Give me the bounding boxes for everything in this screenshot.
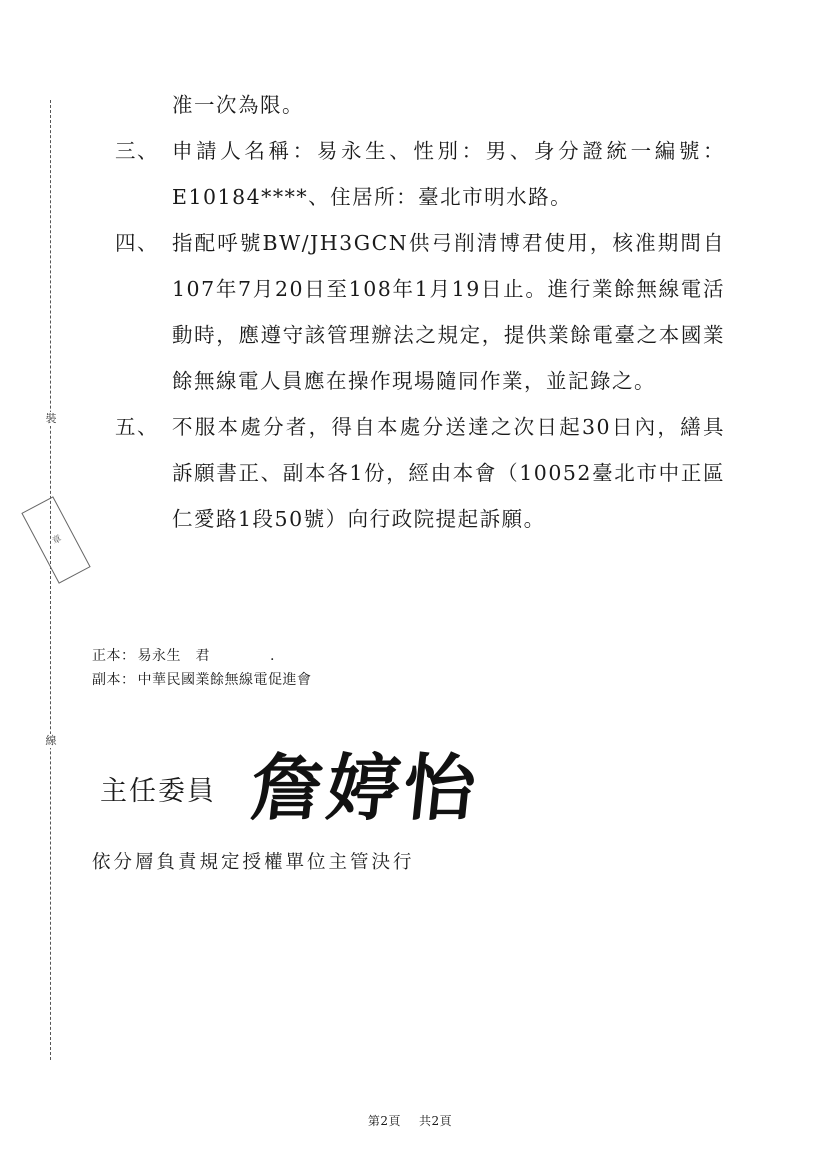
copy-recipient [92,668,312,692]
list-item [115,128,725,220]
original-recipient: 正本： 易永生 君 . [92,648,275,664]
copy-label: 副本： [92,672,136,688]
document-body [115,82,725,542]
page-number: 第2頁 [367,1114,401,1128]
item-number: 四、 [115,231,159,255]
item-text: 不服本處分者，得自本處分送達之次日起30日內，繕具訴願書正、副本各1份，經由本會（10052臺北市中正區仁愛路1段50號）向行政院提起訴願。 [172,415,725,531]
item-text: 申請人名稱：易永生、性別：男、身分證統一編號：E10184****、住居所：臺北市明水路。 [172,139,725,209]
signer-name: 詹婷怡 [246,745,484,830]
page-total: 共2頁 [419,1114,453,1128]
signature-block [100,722,484,842]
list-item [115,404,725,542]
binding-dashed-line [50,100,51,1060]
seal-stamp: 章 [21,496,90,584]
copies-block [92,644,312,692]
binding-mark-top: 裝 [42,412,60,426]
list-item [115,220,725,404]
original-label: 正本： [92,648,136,664]
paragraph-continuation: 准一次為限。 [172,93,304,117]
original-value: 易永生 君 [137,648,210,664]
page-footer [0,1112,820,1129]
delegation-note: 依分層負責規定授權單位主管決行 [92,852,415,873]
signer-title: 主任委員 [100,775,216,807]
item-number: 三、 [115,139,159,163]
binding-mark-bottom: 線 [42,734,60,748]
item-text: 指配呼號BW/JH3GCN供弓削清博君使用，核准期間自107年7月20日至108年1月19日止。進行業餘無線電活動時，應遵守該管理辦法之規定，提供業餘電臺之本國業餘無線電人員應在操作現場隨同作業，並記錄之。 [172,231,725,393]
copy-value: 中華民國業餘無線電促進會 [137,672,312,688]
item-number: 五、 [115,415,159,439]
